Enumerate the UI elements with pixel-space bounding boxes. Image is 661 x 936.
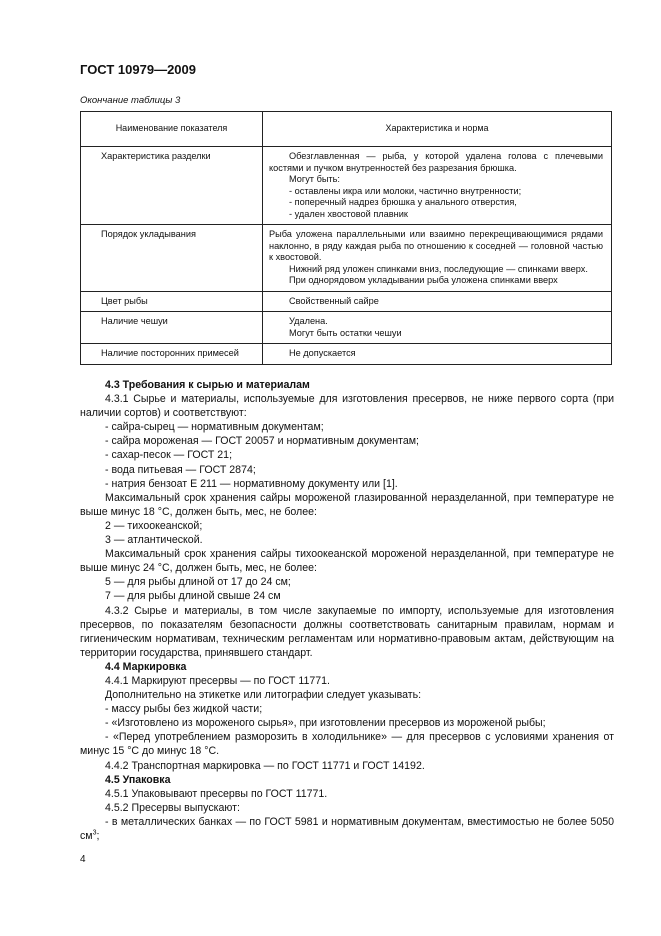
- page-number: 4: [80, 854, 86, 865]
- table-row: [81, 225, 612, 292]
- table-row: [81, 312, 612, 344]
- paragraph-4-3-1: 4.3.1 Сырье и материалы, используемые для изготовления пресервов, не ниже первого сорта (при наличии сортов) и соответствуют:: [80, 393, 614, 420]
- list-item: 5 — для рыбы длиной от 17 до 24 см;: [105, 576, 291, 589]
- paragraph-4-3-2: 4.3.2 Сырье и материалы, в том числе закупаемые по импорту, используемые для изготовления пресервов, по показателям безопасности должны соответствовать санитарным правилам, нормам и гигиеническим нормативам, техническим регламентам или нормативно-правовым актам, действующим на территории государства, принявшего стандарт.: [80, 604, 614, 659]
- document-header: ГОСТ 10979—2009: [80, 62, 196, 77]
- value-line: Удалена.: [289, 316, 328, 326]
- row-value: [263, 312, 612, 344]
- list-item-end: ;: [96, 830, 100, 842]
- table-header-row: [81, 112, 612, 147]
- table-3: [80, 111, 612, 365]
- value-line: - удален хвостовой плавник: [289, 208, 408, 219]
- row-name: Порядок укладывания: [81, 225, 263, 292]
- paragraph-4-5-2: 4.5.2 Пресервы выпускают:: [105, 801, 240, 814]
- list-item: - «Изготовлено из мороженого сырья», при изготовлении пресервов из мороженой рыбы;: [105, 717, 546, 730]
- row-name: Цвет рыбы: [81, 291, 263, 312]
- list-item: 2 — тихоокеанской;: [105, 519, 203, 532]
- section-heading-4-5: 4.5 Упаковка: [105, 773, 171, 786]
- paragraph-4-4-2: 4.4.2 Транспортная маркировка — по ГОСТ 11771 и ГОСТ 14192.: [105, 759, 425, 772]
- paragraph-additional: Дополнительно на этикетке или литографии следует указывать:: [105, 689, 422, 702]
- list-item: - сахар-песок — ГОСТ 21;: [105, 449, 233, 462]
- list-item: - натрия бензоат Е 211 — нормативному документу или [1].: [105, 477, 398, 490]
- list-item: 7 — для рыбы длиной свыше 24 см: [105, 590, 281, 603]
- paragraph-storage-1: Максимальный срок хранения сайры мороженой глазированной неразделанной, при температуре не выше минус 18 °С, должен быть, мес, не более:: [80, 491, 614, 518]
- superscript: 3: [92, 829, 97, 837]
- row-name: Наличие посторонних примесей: [81, 344, 263, 365]
- list-item: - вода питьевая — ГОСТ 2874;: [105, 463, 256, 476]
- table-row: [81, 344, 612, 365]
- row-value: [263, 291, 612, 312]
- table-row: [81, 147, 612, 225]
- paragraph-4-5-1: 4.5.1 Упаковывают пресервы по ГОСТ 11771.: [105, 787, 328, 800]
- list-item: [80, 815, 614, 843]
- table-caption: Окончание таблицы 3: [80, 95, 181, 106]
- value-line: Не допускается: [289, 348, 356, 358]
- value-line: Могут быть остатки чешуи: [289, 327, 402, 338]
- list-item: - сайра мороженая — ГОСТ 20057 и нормативным документам;: [105, 435, 419, 448]
- value-line: Могут быть:: [289, 174, 340, 184]
- column-header-name: Наименование показателя: [81, 112, 263, 147]
- list-item: - сайра-сырец — нормативным документам;: [105, 421, 324, 434]
- row-value: [263, 344, 612, 365]
- section-heading-4-4: 4.4 Маркировка: [105, 660, 187, 673]
- row-value: [263, 147, 612, 225]
- section-heading-4-3: 4.3 Требования к сырью и материалам: [105, 379, 310, 391]
- row-value: [263, 225, 612, 292]
- list-item-text: - в металлических банках — по ГОСТ 5981 и нормативным документам, вместимостью не более 5050 см: [80, 815, 614, 842]
- list-item: - массу рыбы без жидкой части;: [105, 703, 263, 716]
- document-body: [80, 378, 614, 843]
- value-line: При однорядовом укладывании рыба уложена спинками вверх: [289, 275, 558, 285]
- table-row: [81, 291, 612, 312]
- value-line: - поперечный надрез брюшка у анального отверстия,: [289, 197, 517, 207]
- row-name: Характеристика разделки: [81, 147, 263, 225]
- paragraph-storage-2: Максимальный срок хранения сайры тихоокеанской мороженой неразделанной, при температуре не выше минус 24 °С, должен быть, мес, не более:: [80, 548, 614, 575]
- value-line: Рыба уложена параллельными или взаимно перекрещивающимися рядами наклонно, в ряду каждая рыба по отношению к соседней — головной частью к хвостовой.: [269, 229, 603, 262]
- value-line: Нижний ряд уложен спинками вниз, последующие — спинками вверх.: [289, 263, 588, 274]
- value-line: Свойственный сайре: [289, 295, 379, 306]
- paragraph-4-4-1: 4.4.1 Маркируют пресервы — по ГОСТ 11771.: [105, 674, 330, 687]
- value-line: - оставлены икра или молоки, частично внутренности;: [289, 185, 522, 196]
- value-line: Обезглавленная — рыба, у которой удалена голова с плечевыми костями и пучком внутренностей без разрезания брюшка.: [269, 151, 603, 173]
- list-item: 3 — атлантической.: [105, 534, 203, 547]
- column-header-value: Характеристика и норма: [263, 112, 612, 147]
- row-name: Наличие чешуи: [81, 312, 263, 344]
- list-item: - «Перед употреблением разморозить в холодильнике» — для пресервов с условиями хранения от минус 15 °С до минус 18 °С.: [80, 731, 614, 758]
